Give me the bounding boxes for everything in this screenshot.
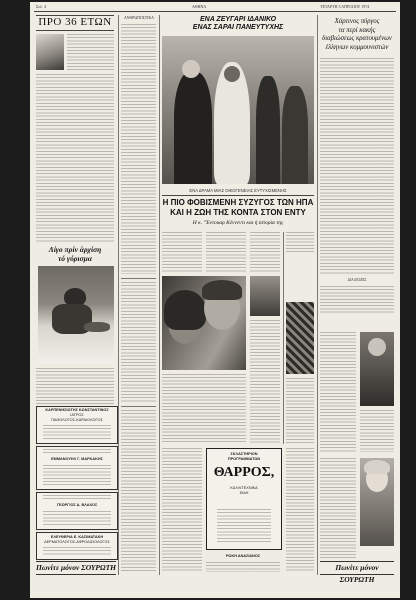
thaross-sub: ΚΑΛΛΙΤΕΧΝΙΚΑ ΕΙΔΗ <box>230 486 258 495</box>
masthead-rule <box>34 11 396 12</box>
article-text <box>360 410 394 452</box>
couple-photo <box>162 276 246 370</box>
column-divider <box>317 15 318 575</box>
article-text <box>250 320 280 444</box>
top-headline-2: ΕΝΑΣ ΣΑΡΑΙ ΠΑΝΕΥΤΥΧΗΣ <box>192 24 284 31</box>
slogan-right: Πωνίτε μόνον ΣΟΥΡΩΤΗ <box>335 563 379 584</box>
column-divider <box>118 15 119 575</box>
paper-name: ΑΘΗΝΑ <box>192 4 207 9</box>
right-small-header: ΔΙΑΛΕΞΕΙΣ <box>347 278 367 282</box>
article-text <box>320 58 394 274</box>
ad-line: ΓΕΩΡΓΙΟΣ Δ. ΒΛΑΧΟΣ <box>56 503 98 507</box>
ad-text <box>43 547 111 556</box>
heading-rule-bottom <box>36 30 114 31</box>
slogan-box-left <box>36 561 116 575</box>
small-photo <box>250 276 280 316</box>
ad-thaross <box>206 448 282 550</box>
ad-text <box>43 425 111 439</box>
article-text <box>36 368 114 404</box>
date-line: ΤΕΤΑΡΤΗ 3 ΑΠΡΙΛΙΟΥ 1974 <box>320 4 370 9</box>
article-text <box>121 24 156 274</box>
ad-text <box>43 511 111 525</box>
article-text <box>162 448 202 572</box>
ad-doctor-2 <box>36 446 118 490</box>
ad-text <box>206 562 280 572</box>
left-heading: ΠΡΟ 36 ΕΤΩΝ <box>38 16 112 28</box>
woman-portrait-photo <box>360 458 394 546</box>
ad-doctor-4 <box>36 532 118 560</box>
slogan-box-right <box>320 561 394 584</box>
article-text <box>286 378 314 444</box>
column-header: ΑΝΘΡΩΠΟΣΤΙΚΑ <box>124 16 154 20</box>
ad-text <box>43 495 111 501</box>
article-text <box>67 34 114 72</box>
ad-line: ΠΑΘΟΛΟΓΟΣ-ΚΑΡΔΙΟΛΟΓΟΣ <box>51 418 103 422</box>
snow-scene-photo <box>38 266 114 364</box>
dress-photo <box>286 302 314 374</box>
article-text <box>286 232 314 252</box>
rule <box>162 195 314 196</box>
column-divider <box>283 232 284 444</box>
article-text <box>162 232 202 272</box>
story-kicker: ΕΝΑ ΔΡΑΜΑ ΜΙΑΣ ΟΙΚΟΓΕΝΕΙΑΣ ΕΥΤΥΧΙΣΜΕΝΗΣ <box>189 188 287 193</box>
ad-text <box>43 465 111 485</box>
slogan-left: Πωνίτε μόνον ΣΟΥΡΩΤΗ <box>36 563 117 572</box>
photo-caption-heading: Λίγο πρίν άρχίση τό γύρισμα <box>48 245 102 263</box>
article-text <box>121 282 156 402</box>
column-divider <box>159 15 160 575</box>
page-number: Σελ. 4 <box>36 4 46 9</box>
article-text <box>36 74 114 242</box>
top-headline-1: ΕΝΑ ΖΕΥΓΑΡΙ ΙΔΑΝΙΚΟ <box>199 16 277 23</box>
article-text <box>320 332 356 452</box>
ad-line: ΕΛΕΥΘΕΡΙΑ Ε. ΚΑΣΙΜΑΤΑΚΗ <box>50 535 104 539</box>
article-text <box>206 232 246 272</box>
ad-line: ΙΑΤΡΟΣ <box>70 413 84 417</box>
ad-line: ΚΑΡΠΕΝΗΣΙΩΤΗΣ ΚΩΝΣΤΑΝΤΙΝΟΣ <box>45 408 109 412</box>
main-headline-2: ΚΑΙ Η ΖΩΗ ΤΗΣ ΚΟΝΤΑ ΣΤΟΝ ΕΝΤΥ <box>170 208 306 217</box>
thaross-name: ΘΑΡΡΟΣ, <box>213 465 275 480</box>
article-text <box>320 286 394 314</box>
ad-line: ΕΜΜΑΝΟΥΗΛ Γ. ΜΑΡΚΑΚΗΣ <box>51 457 103 461</box>
article-text <box>121 410 156 572</box>
right-headline: Χάρτινος πύργος τα περί κακής διαβιώσεως κρατουμένων έλληνων κομμουνιστών <box>322 18 392 51</box>
ad-doctor-3 <box>36 492 118 530</box>
article-text <box>250 232 280 272</box>
rule <box>121 406 156 407</box>
portrait-photo <box>36 34 64 70</box>
article-text <box>286 448 314 572</box>
fashion-photo <box>360 332 394 406</box>
article-text <box>320 458 356 558</box>
main-subhead: Η κ. "Έντουαρ Κέννεντι και ή ίστορία της <box>192 220 284 226</box>
wedding-photo <box>162 36 314 184</box>
thaross-top: ΣΚΛΑΣΤΗΡΙΟΝ ΠΡΟΓΡΑΜΜΑΤΩΝ <box>227 452 261 461</box>
newspaper-page <box>30 2 400 598</box>
article-text <box>162 374 246 444</box>
ad-line: ΔΕΡΜΑΤΟΛΟΓΟΣ-ΑΦΡΟΔΙΣΙΟΛΟΓΟΣ <box>44 540 110 544</box>
rule <box>121 278 156 279</box>
main-headline-1: Η ΠΙΟ ΦΟΒΙΣΜΕΝΗ ΣΥΖΥΓΟΣ ΤΩΝ ΗΠΑ <box>162 198 314 207</box>
ad-text <box>43 449 111 455</box>
thaross-owner: ΡΩΚΗ ΑΝΑΣΙΑΝΟΣ <box>225 554 261 558</box>
ad-doctor-1 <box>36 406 118 444</box>
ad-text <box>217 509 271 543</box>
